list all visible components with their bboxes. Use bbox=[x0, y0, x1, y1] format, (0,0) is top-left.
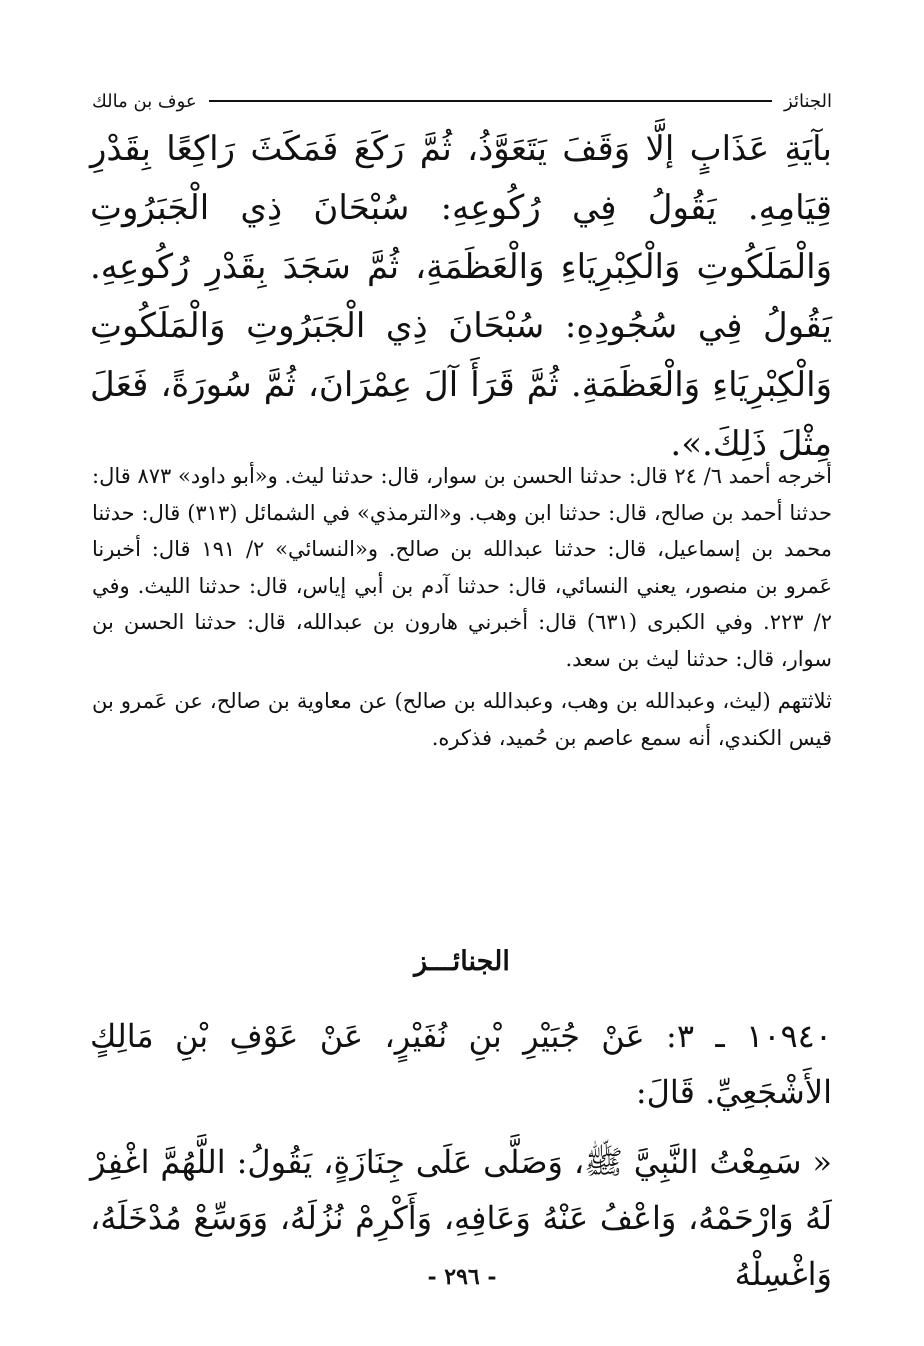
running-header-chapter: الجنائز bbox=[784, 90, 832, 112]
page-number: - ٢٩٦ - bbox=[427, 1264, 497, 1290]
hadith-block bbox=[90, 1008, 832, 1302]
hadith-matn: « سَمِعْتُ النَّبِيَّ ﷺ، وَصَلَّى عَلَى جِنَازَةٍ، يَقُولُ: اللَّهُمَّ اغْفِرْ لَهُ وَارْحَمْهُ، وَاعْفُ عَنْهُ وَعَافِهِ، وَأَكْرِمْ نُزُلَهُ، وَوَسِّعْ مُدْخَلَهُ، وَاغْسِلْهُ bbox=[90, 1143, 832, 1293]
running-header bbox=[92, 88, 832, 114]
running-header-rule bbox=[209, 100, 772, 102]
section-heading: الجنائـــز bbox=[414, 946, 510, 977]
running-header-narrator: عوف بن مالك bbox=[92, 90, 197, 112]
footnote-paragraph: ثلاثتهم (ليث، وعبدالله بن وهب، وعبدالله بن صالح) عن معاوية بن صالح، عن عَمرو بن قيس الكندي، أنه سمع عاصم بن حُميد، فذكره. bbox=[92, 689, 832, 750]
hadith-isnad: ١٠٩٤٠ ـ ٣: عَنْ جُبَيْرِ بْنِ نُفَيْرٍ، عَنْ عَوْفِ بْنِ مَالِكٍ الأَشْجَعِيِّ. قَالَ: bbox=[90, 1017, 833, 1111]
footnote-paragraph: أخرجه أحمد ٦/ ٢٤ قال: حدثنا الحسن بن سوار، قال: حدثنا ليث. و«أبو داود» ٨٧٣ قال: حدثنا أحمد بن صالح، قال: حدثنا ابن وهب. و«الترمذي» في الشمائل (٣١٣) قال: حدثنا محمد بن إسماعيل، قال: حدثنا عبدالله بن صالح. و«النسائي» ٢/ ١٩١ قال: أخبرنا عَمرو بن منصور، يعني النسائي، قال: حدثنا آدم بن أبي إياس، قال: حدثنا الليث. وفي ٢/ ٢٢٣. وفي الكبرى (٦٣١) قال: أخبرني هارون بن عبدالله، قال: حدثنا الحسن بن سوار، قال: حدثنا ليث بن سعد. bbox=[92, 464, 832, 671]
footnotes bbox=[92, 458, 832, 756]
hadith-continuation-text: بآيَةِ عَذَابٍ إلَّا وَقَفَ يَتَعَوَّذُ، ثُمَّ رَكَعَ فَمَكَثَ رَاكِعًا بِقَدْرِ قِيَامِهِ. يَقُولُ فِي رُكُوعِهِ: سُبْحَانَ ذِي الْجَبَرُوتِ وَالْمَلَكُوتِ وَالْكِبْرِيَاءِ وَالْعَظَمَةِ، ثُمَّ سَجَدَ بِقَدْرِ رُكُوعِهِ. يَقُولُ فِي سُجُودِهِ: سُبْحَانَ ذِي الْجَبَرُوتِ وَالْمَلَكُوتِ وَالْكِبْرِيَاءِ وَالْعَظَمَةِ. ثُمَّ قَرَأَ آلَ عِمْرَانَ، ثُمَّ سُورَةً، فَعَلَ مِثْلَ ذَلِكَ.». bbox=[90, 129, 832, 464]
